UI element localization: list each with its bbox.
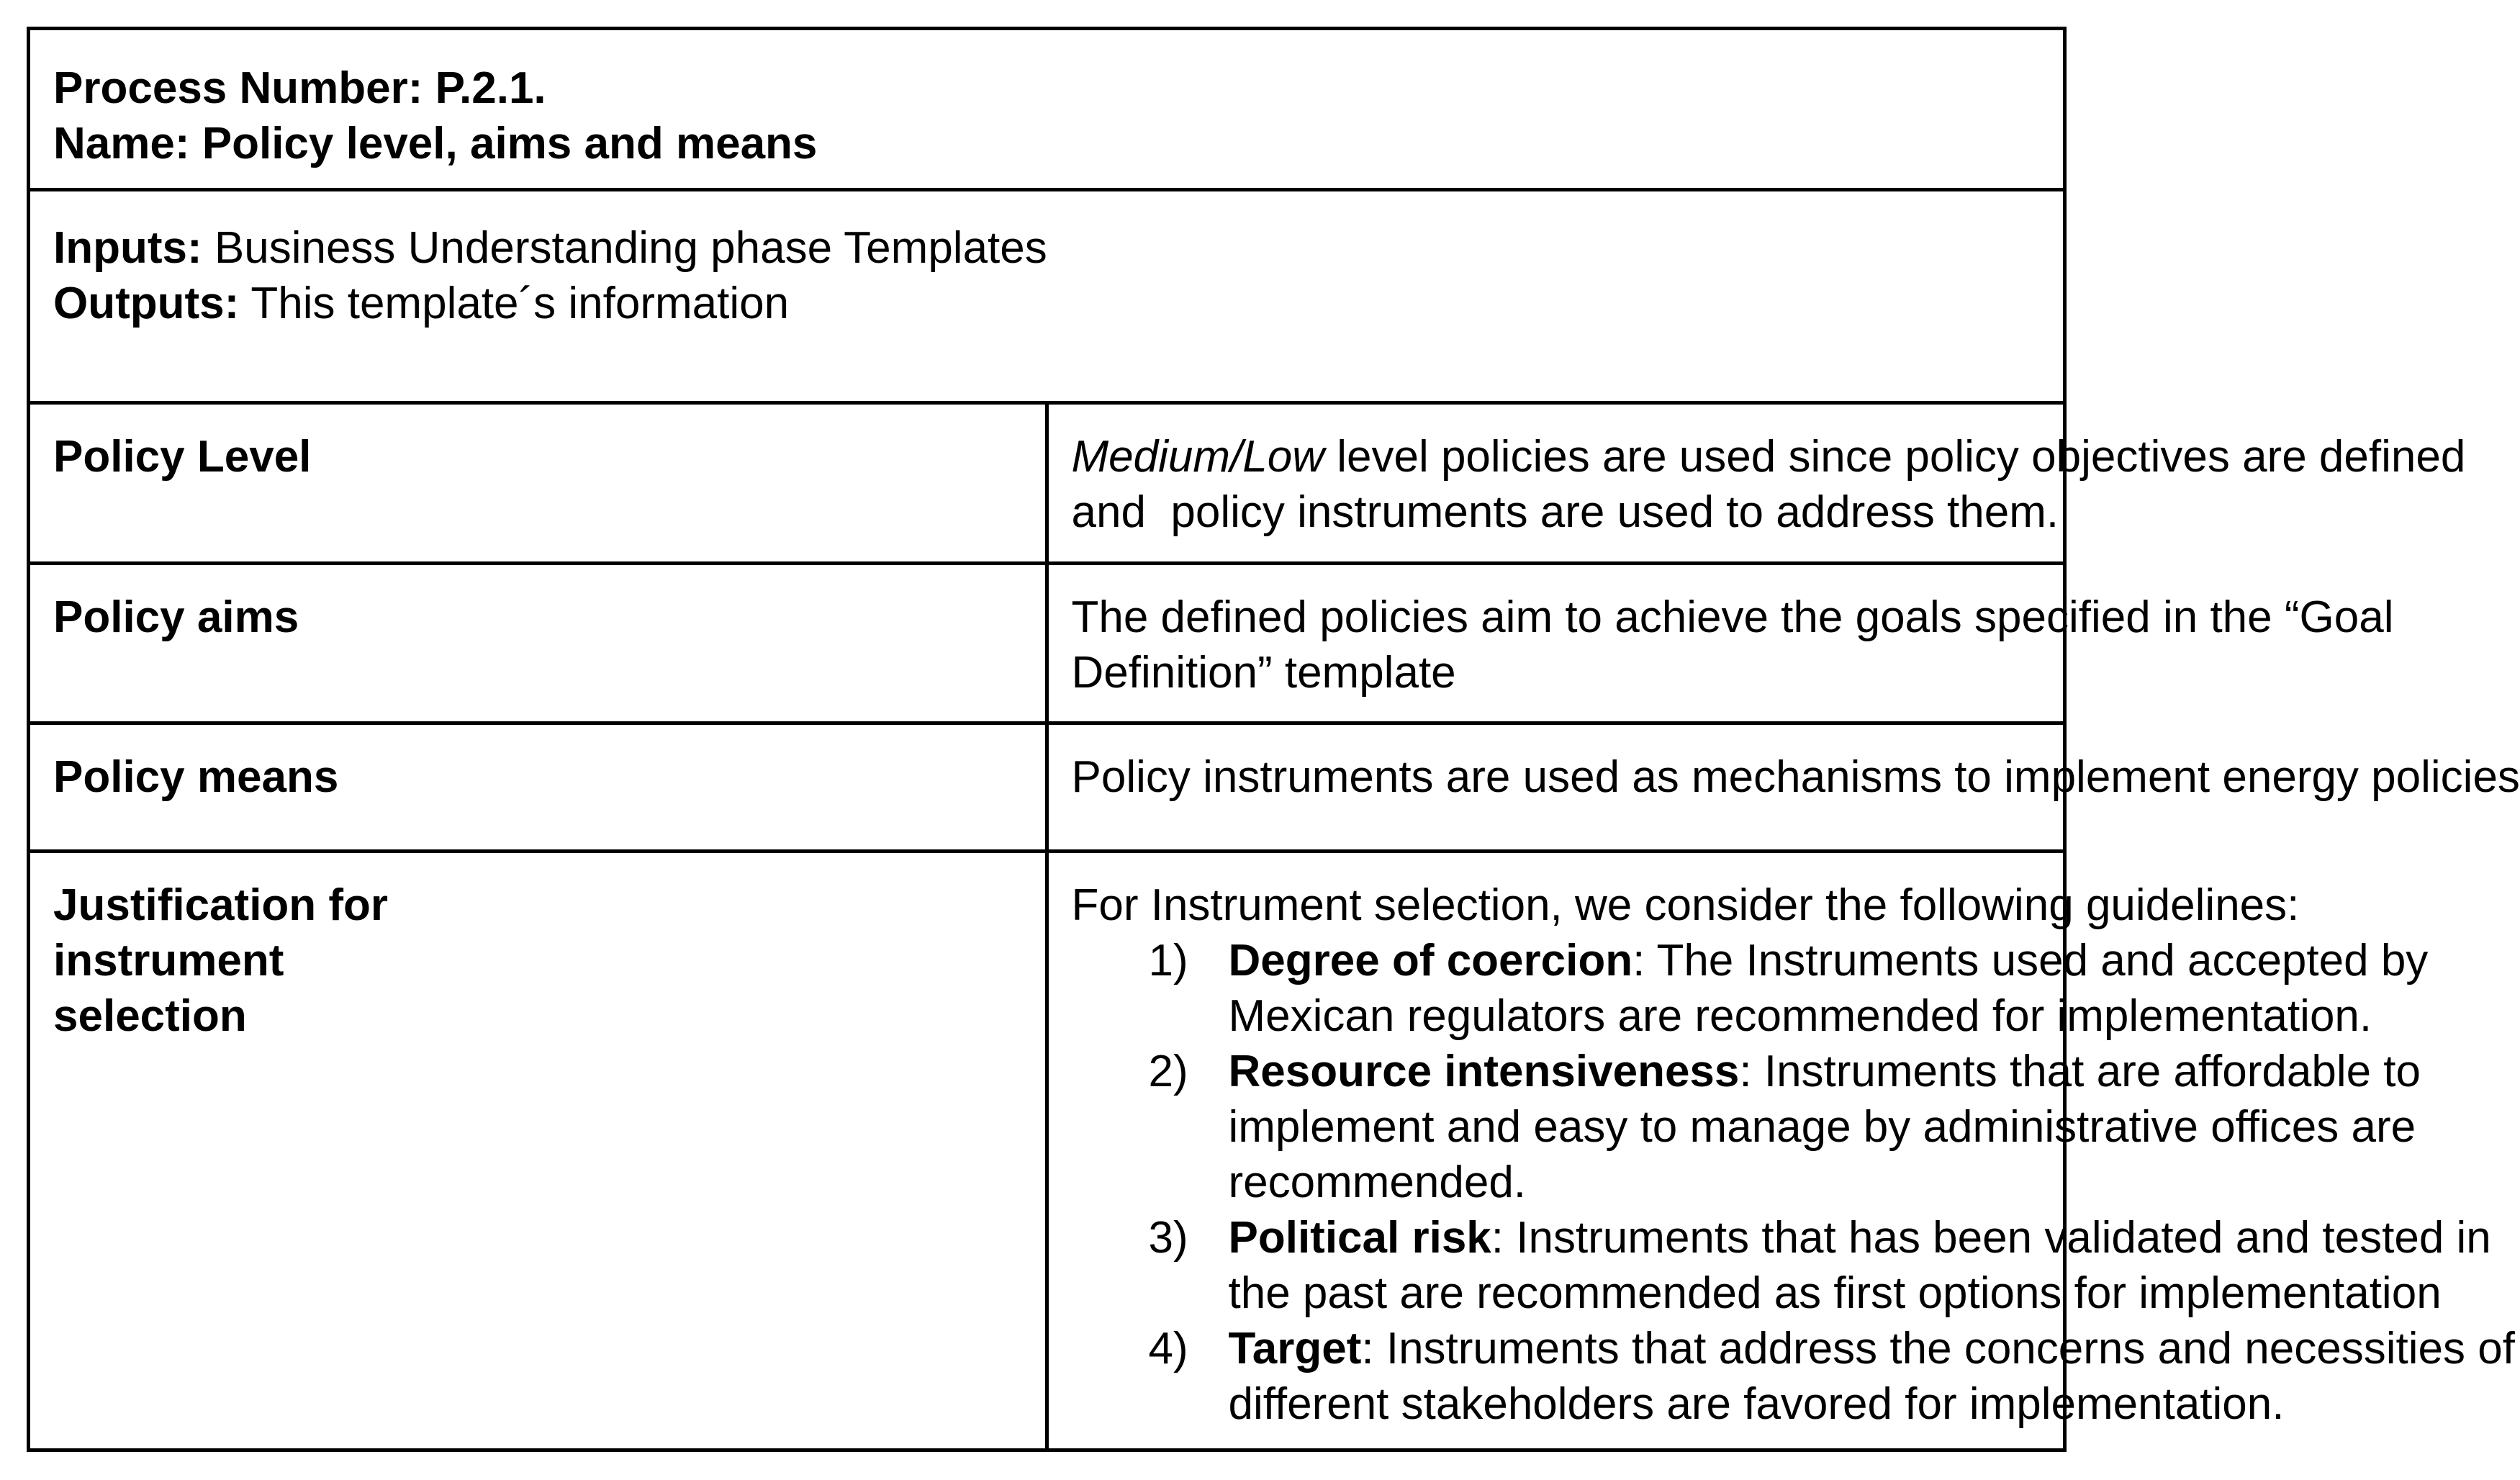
justification-row — [29, 852, 2065, 1450]
process-number-label: Process Number: — [53, 63, 423, 113]
inputs-label: Inputs: — [53, 223, 202, 273]
policy-means-label: Policy means — [29, 723, 1047, 852]
policy-level-line-2: and policy instruments are used to address them. — [1071, 487, 2059, 537]
inputs-outputs-row — [29, 190, 2065, 403]
policy-means-text — [1047, 723, 2520, 852]
policy-aims-line-2: Definition” template — [1071, 648, 1456, 698]
guideline-text: Mexican regulators are recommended for implementation. — [1228, 991, 2372, 1041]
policy-level-text — [1047, 403, 2466, 564]
inputs-value: Business Understanding phase Templates — [214, 223, 1047, 273]
policy-level-line-1 — [1071, 429, 2466, 484]
guideline-text: : Instruments that has been validated and tested in — [1491, 1213, 2491, 1263]
guideline-text: : The Instruments used and accepted by — [1632, 936, 2429, 985]
guideline-text: : Instruments that are affordable to — [1739, 1047, 2421, 1096]
justification-text — [1047, 852, 2515, 1450]
policy-means-row — [29, 723, 2065, 852]
guideline-term: Target — [1228, 1324, 1362, 1373]
policy-level-label: Policy Level — [29, 403, 1047, 564]
guideline-item — [1072, 933, 2429, 1044]
policy-aims-line-1: The defined policies aim to achieve the goals specified in the “Goal — [1071, 592, 2394, 642]
process-number-line — [53, 60, 2041, 116]
outputs-line — [53, 276, 2041, 331]
justification-label-line-3: selection — [53, 991, 247, 1041]
guideline-text: different stakeholders are favored for implementation. — [1228, 1379, 2285, 1429]
guideline-number: 1) — [1148, 936, 1188, 985]
guideline-number: 2) — [1148, 1047, 1188, 1096]
policy-level-text-1: level policies are used since policy objectives are defined — [1324, 432, 2466, 482]
process-name-value: Policy level, aims and means — [202, 119, 818, 168]
guideline-text: implement and easy to manage by administrative offices are — [1228, 1102, 2416, 1152]
process-number-value: P.2.1. — [435, 63, 546, 113]
guideline-number: 3) — [1148, 1213, 1188, 1263]
process-name-label: Name: — [53, 119, 190, 168]
guideline-term: Political risk — [1228, 1213, 1491, 1263]
justification-label-line-1: Justification for — [53, 880, 389, 930]
header-row — [29, 29, 2065, 190]
outputs-value: This template´s information — [250, 279, 790, 328]
justification-intro: For Instrument selection, we consider the following guidelines: — [1071, 880, 2300, 930]
outputs-label: Outputs: — [53, 279, 240, 328]
justification-label — [29, 852, 1047, 1450]
header-cell — [29, 29, 2065, 190]
policy-level-italic: Medium/Low — [1071, 432, 1324, 482]
guideline-text: : Instruments that address the concerns and necessities of — [1361, 1324, 2515, 1373]
policy-aims-text — [1047, 564, 2394, 723]
guidelines-list — [1072, 933, 2515, 1432]
policy-aims-row — [29, 564, 2065, 723]
policy-aims-label: Policy aims — [29, 564, 1047, 723]
guideline-number: 4) — [1148, 1324, 1188, 1373]
process-name-line — [53, 116, 2041, 171]
justification-label-line-2: instrument — [53, 936, 284, 985]
guideline-item — [1072, 1210, 2491, 1321]
guideline-term: Degree of coercion — [1228, 936, 1633, 985]
guideline-item — [1072, 1044, 2421, 1210]
process-template-table — [27, 27, 2520, 1452]
guideline-item — [1072, 1321, 2515, 1432]
guideline-text: recommended. — [1228, 1158, 1527, 1207]
policy-means-line: Policy instruments are used as mechanisms to implement energy policies — [1071, 752, 2520, 802]
guideline-term: Resource intensiveness — [1228, 1047, 1740, 1096]
inputs-line — [53, 220, 2041, 276]
guideline-text: the past are recommended as first options for implementation — [1228, 1268, 2442, 1318]
inputs-outputs-cell — [29, 190, 2065, 403]
policy-level-row — [29, 403, 2065, 564]
